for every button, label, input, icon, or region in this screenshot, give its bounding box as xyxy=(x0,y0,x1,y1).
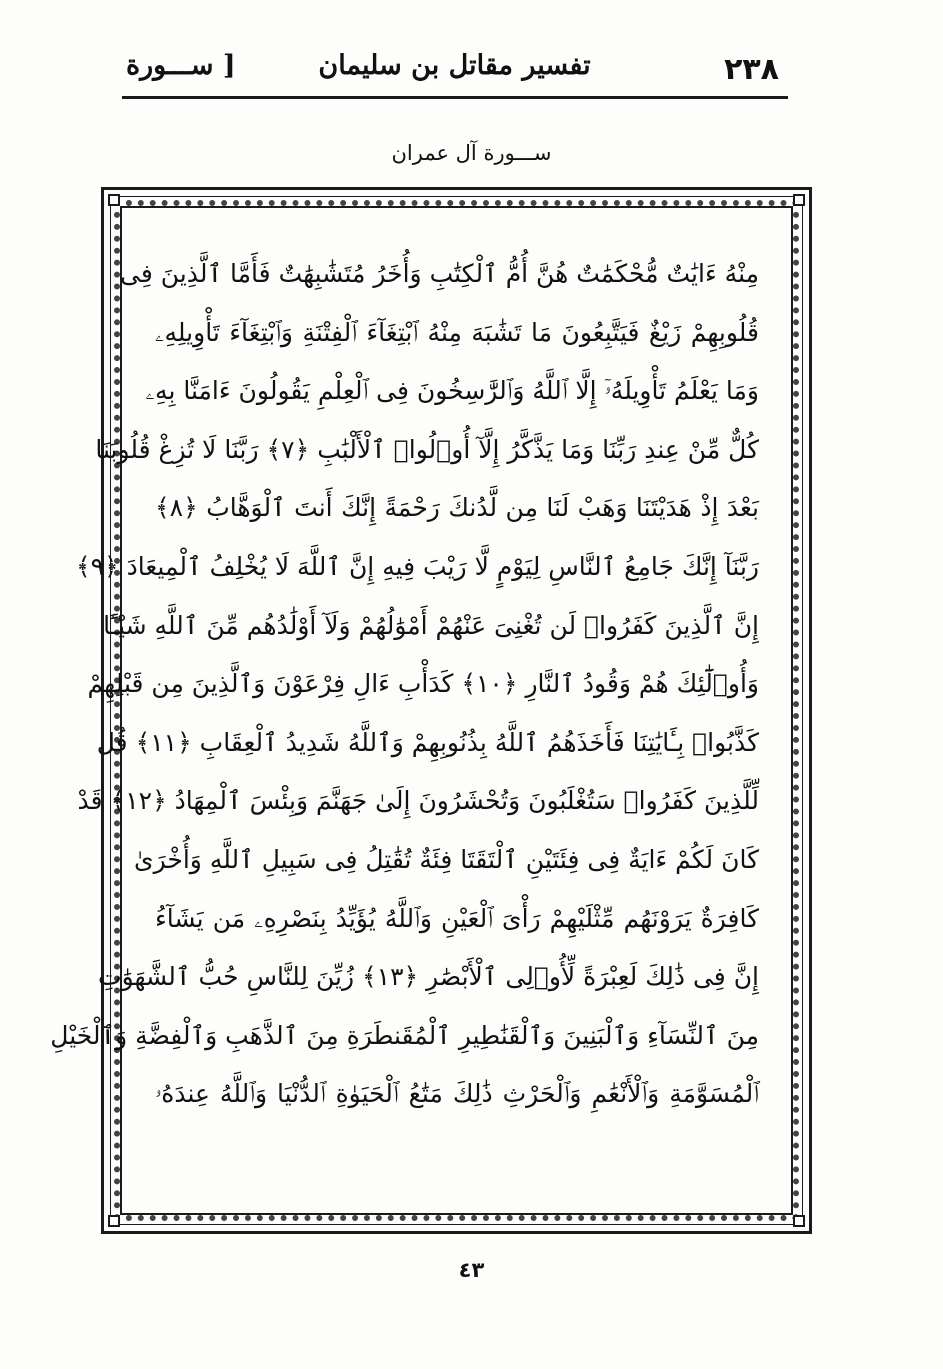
text-line: رَبَّنَآ إِنَّكَ جَامِعُ ٱلنَّاسِ لِيَوْمٍ لَّا رَيْبَ فِيهِ إِنَّ ٱللَّهَ لَا يُخْلِفُ ٱلْمِيعَادَ ﴿٩﴾ xyxy=(75,551,759,581)
text-line: كُلٌّ مِّنْ عِندِ رَبِّنَا وَمَا يَذَّكَّرُ إِلَّآ أُو۟لُوا۟ ٱلْأَلْبَٰبِ ﴿٧﴾ رَبَّنَا لَا تُزِغْ قُلُوبَنَا xyxy=(95,434,759,464)
surah-title: ســـورة آل عمران xyxy=(391,141,552,165)
header-rule xyxy=(122,96,788,99)
quran-text-block xyxy=(50,245,759,1190)
frame-corner-ornament xyxy=(108,1215,120,1227)
text-line: كَانَ لَكُمْ ءَايَةٌ فِى فِئَتَيْنِ ٱلْتَقَتَا فِئَةٌ تُقَٰتِلُ فِى سَبِيلِ ٱللَّهِ وَأُخْرَىٰ xyxy=(134,844,759,874)
text-line: وَأُو۟لَٰٓئِكَ هُمْ وَقُودُ ٱلنَّارِ ﴿١٠﴾ كَدَأْبِ ءَالِ فِرْعَوْنَ وَٱلَّذِينَ مِن قَبْلِهِمْ xyxy=(87,669,759,699)
text-line: وَمَا يَعْلَمُ تَأْوِيلَهُۥٓ إِلَّا ٱللَّهُ وَٱلرَّٰسِخُونَ فِى ٱلْعِلْمِ يَقُولُونَ ءَامَنَّا بِهِۦ xyxy=(145,376,759,406)
text-line: كَافِرَةٌ يَرَوْنَهُم مِّثْلَيْهِمْ رَأْىَ ٱلْعَيْنِ وَٱللَّهُ يُؤَيِّدُ بِنَصْرِهِۦ مَن يَشَآءُ xyxy=(155,903,759,933)
text-line: كَذَّبُوا۟ بِـَٔايَٰتِنَا فَأَخَذَهُمُ ٱللَّهُ بِذُنُوبِهِمْ وَٱللَّهُ شَدِيدُ ٱلْعِقَابِ ﴿١١﴾ قُل xyxy=(96,727,759,757)
section-tag: [ ســـورة xyxy=(126,50,236,81)
text-line: إِنَّ فِى ذَٰلِكَ لَعِبْرَةً لِّأُو۟لِى ٱلْأَبْصَٰرِ ﴿١٣﴾ زُيِّنَ لِلنَّاسِ حُبُّ ٱلشَّهَوَٰتِ xyxy=(98,962,759,992)
frame-corner-ornament xyxy=(108,194,120,206)
text-line: لِّلَّذِينَ كَفَرُوا۟ سَتُغْلَبُونَ وَتُحْشَرُونَ إِلَىٰ جَهَنَّمَ وَبِئْسَ ٱلْمِهَادُ ﴿١٢﴾ قَدْ xyxy=(77,786,759,816)
text-line: بَعْدَ إِذْ هَدَيْتَنَا وَهَبْ لَنَا مِن لَّدُنكَ رَحْمَةً إِنَّكَ أَنتَ ٱلْوَهَّابُ ﴿٨﴾ xyxy=(155,493,759,523)
frame-corner-ornament xyxy=(793,1215,805,1227)
running-header xyxy=(122,40,787,98)
text-line: ٱلْمُسَوَّمَةِ وَٱلْأَنْعَٰمِ وَٱلْحَرْثِ ذَٰلِكَ مَتَٰعُ ٱلْحَيَوٰةِ ٱلدُّنْيَا وَٱللَّهُ عِندَهُۥ xyxy=(155,1079,759,1109)
text-line: إِنَّ ٱلَّذِينَ كَفَرُوا۟ لَن تُغْنِىَ عَنْهُمْ أَمْوَٰلُهُمْ وَلَآ أَوْلَٰدُهُم مِّنَ ٱللَّهِ شَيْـًٔا xyxy=(103,610,759,640)
text-line: مِنَ ٱلنِّسَآءِ وَٱلْبَنِينَ وَٱلْقَنَٰطِيرِ ٱلْمُقَنطَرَةِ مِنَ ٱلذَّهَبِ وَٱلْفِضَّةِ وَٱلْخَيْلِ xyxy=(50,1020,759,1050)
text-line: مِنْهُ ءَايَٰتٌ مُّحْكَمَٰتٌ هُنَّ أُمُّ ٱلْكِتَٰبِ وَأُخَرُ مُتَشَٰبِهَٰتٌ فَأَمَّا ٱلَّذِينَ فِى xyxy=(119,259,759,288)
frame-corner-ornament xyxy=(793,194,805,206)
signature-mark: ٤٣ xyxy=(458,1258,485,1282)
text-line: قُلُوبِهِمْ زَيْغٌ فَيَتَّبِعُونَ مَا تَشَٰبَهَ مِنْهُ ٱبْتِغَآءَ ٱلْفِتْنَةِ وَٱبْتِغَآءَ تَأْوِيلِهِۦ xyxy=(155,317,759,347)
book-title: تفسير مقاتل بن سليمان xyxy=(318,50,591,81)
page-number: ٢٣٨ xyxy=(724,52,779,87)
